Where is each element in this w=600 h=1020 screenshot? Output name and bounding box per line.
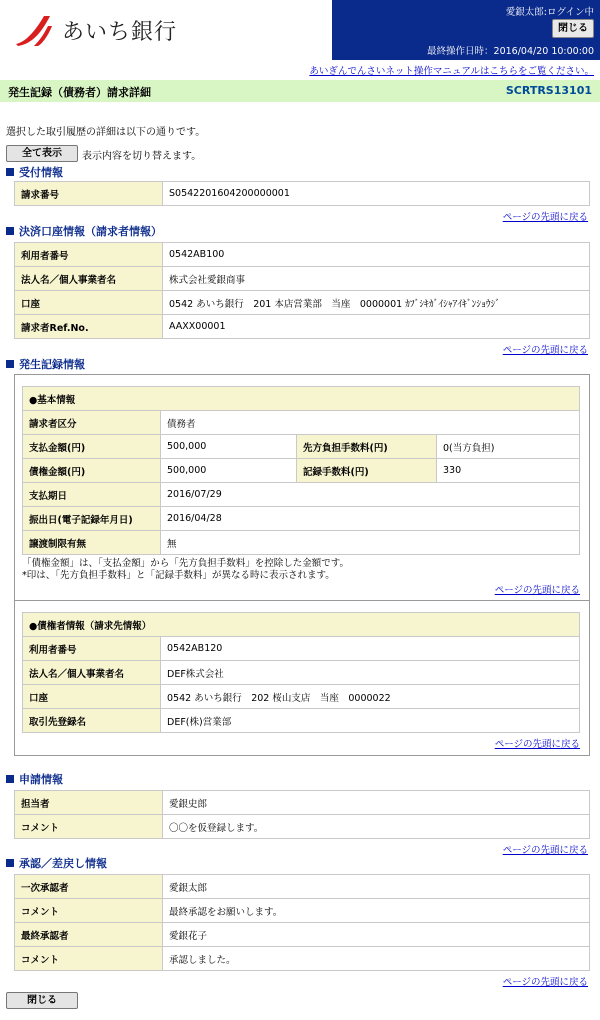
table-row bbox=[23, 685, 580, 709]
bank-logo bbox=[12, 12, 177, 48]
note-asterisk: *印は、「先方負担手数料」と「記録手数料」が異なる時に表示されます。 bbox=[22, 570, 335, 581]
close-bottom-button[interactable]: 閉じる bbox=[6, 992, 78, 1009]
row-label: 最終承認者 bbox=[15, 923, 163, 947]
bank-name: あいち銀行 bbox=[62, 19, 178, 45]
row-label: 利用者番号 bbox=[15, 243, 163, 267]
table-row bbox=[15, 923, 590, 947]
table-row bbox=[23, 411, 580, 435]
table-row bbox=[23, 613, 580, 637]
table-row bbox=[23, 459, 580, 483]
section-title: 発生記録情報 bbox=[19, 358, 85, 371]
row-value: 0542 あいち銀行 202 桜山支店 当座 0000022 bbox=[161, 685, 580, 709]
settlement-table bbox=[14, 242, 590, 339]
reception-table bbox=[14, 181, 590, 206]
row-label: 請求者Ref.No. bbox=[15, 315, 163, 339]
page-title-bar bbox=[0, 80, 600, 102]
row-label: 一次承認者 bbox=[15, 875, 163, 899]
section-approval bbox=[6, 855, 107, 871]
row-label: 譲渡制限有無 bbox=[23, 531, 161, 555]
header-user-panel bbox=[332, 0, 600, 60]
row-value: AAXX00001 bbox=[163, 315, 590, 339]
table-row bbox=[15, 267, 590, 291]
section-settlement bbox=[6, 223, 162, 239]
table-row bbox=[15, 291, 590, 315]
row-value: 0542AB120 bbox=[161, 637, 580, 661]
login-status: 愛銀太郎:ログイン中 bbox=[505, 7, 594, 18]
manual-link[interactable]: あいぎんでんさいネット操作マニュアルはこちらをご覧ください。 bbox=[309, 66, 594, 77]
to-top-link[interactable]: ページの先頭に戻る bbox=[494, 585, 580, 596]
row-value: 0(当方負担) bbox=[437, 435, 580, 459]
table-row bbox=[15, 815, 590, 839]
section-bullet-icon bbox=[6, 168, 14, 176]
row-label: 請求者区分 bbox=[23, 411, 161, 435]
section-bullet-icon bbox=[6, 775, 14, 783]
section-bullet-icon bbox=[6, 227, 14, 235]
row-value: 2016/07/29 bbox=[161, 483, 580, 507]
to-top-link[interactable]: ページの先頭に戻る bbox=[502, 212, 588, 223]
note-claim-amount: 「債権金額」は、「支払金額」から「先方負担手数料」を控除した金額です。 bbox=[22, 558, 349, 569]
section-bullet-icon bbox=[6, 360, 14, 368]
row-label: 支払期日 bbox=[23, 483, 161, 507]
to-top-link[interactable]: ページの先頭に戻る bbox=[502, 845, 588, 856]
table-row bbox=[15, 182, 590, 206]
section-record bbox=[6, 356, 85, 372]
basic-info-header: ●基本情報 bbox=[23, 387, 580, 411]
row-label: 法人名／個人事業者名 bbox=[15, 267, 163, 291]
creditor-info-header: ●債権者情報（請求先情報） bbox=[23, 613, 580, 637]
table-row bbox=[23, 483, 580, 507]
table-row bbox=[15, 243, 590, 267]
row-label: コメント bbox=[15, 899, 163, 923]
row-label: コメント bbox=[15, 815, 163, 839]
section-bullet-icon bbox=[6, 859, 14, 867]
row-value: DEF株式会社 bbox=[161, 661, 580, 685]
section-title: 受付情報 bbox=[19, 166, 63, 179]
approval-table bbox=[14, 874, 590, 971]
row-label: 取引先登録名 bbox=[23, 709, 161, 733]
panel-divider bbox=[14, 600, 590, 601]
row-value: S0542201604200000001 bbox=[163, 182, 590, 206]
page-title: 発生記録（債務者）請求詳細 bbox=[8, 86, 151, 99]
row-label: 記録手数料(円) bbox=[297, 459, 437, 483]
to-top-link[interactable]: ページの先頭に戻る bbox=[502, 977, 588, 988]
row-label: 担当者 bbox=[15, 791, 163, 815]
table-row bbox=[23, 435, 580, 459]
table-row bbox=[15, 791, 590, 815]
row-label: 振出日(電子記録年月日) bbox=[23, 507, 161, 531]
row-value: 最終承認をお願いします。 bbox=[163, 899, 590, 923]
to-top-link[interactable]: ページの先頭に戻る bbox=[494, 739, 580, 750]
intro-text: 選択した取引履歴の詳細は以下の通りです。 bbox=[6, 127, 206, 138]
row-value: 愛銀太郎 bbox=[163, 875, 590, 899]
show-all-button[interactable]: 全て表示 bbox=[6, 145, 78, 162]
section-title: 決済口座情報（請求者情報） bbox=[19, 225, 162, 238]
row-value: DEF(株)営業部 bbox=[161, 709, 580, 733]
switch-text: 表示内容を切り替えます。 bbox=[82, 151, 202, 162]
row-label: 債権金額(円) bbox=[23, 459, 161, 483]
row-label: 先方負担手数料(円) bbox=[297, 435, 437, 459]
application-table bbox=[14, 790, 590, 839]
table-row bbox=[15, 947, 590, 971]
row-value: 330 bbox=[437, 459, 580, 483]
row-value: 無 bbox=[161, 531, 580, 555]
row-label: 請求番号 bbox=[15, 182, 163, 206]
section-title: 承認／差戻し情報 bbox=[19, 857, 107, 870]
table-row bbox=[23, 387, 580, 411]
section-title: 申請情報 bbox=[19, 773, 63, 786]
row-label: 法人名／個人事業者名 bbox=[23, 661, 161, 685]
basic-info-table bbox=[22, 386, 580, 555]
table-row bbox=[23, 709, 580, 733]
table-row bbox=[23, 661, 580, 685]
row-label: 支払金額(円) bbox=[23, 435, 161, 459]
row-value: 株式会社愛銀商事 bbox=[163, 267, 590, 291]
table-row bbox=[15, 899, 590, 923]
row-label: コメント bbox=[15, 947, 163, 971]
row-value: 承認しました。 bbox=[163, 947, 590, 971]
table-row bbox=[23, 531, 580, 555]
row-value: 0542AB100 bbox=[163, 243, 590, 267]
table-row bbox=[23, 637, 580, 661]
to-top-link[interactable]: ページの先頭に戻る bbox=[502, 345, 588, 356]
table-row bbox=[15, 315, 590, 339]
row-value: 500,000 bbox=[161, 459, 297, 483]
section-application bbox=[6, 771, 63, 787]
table-row bbox=[23, 507, 580, 531]
row-value: 2016/04/28 bbox=[161, 507, 580, 531]
row-label: 口座 bbox=[15, 291, 163, 315]
table-row bbox=[15, 875, 590, 899]
row-value: 愛銀史郎 bbox=[163, 791, 590, 815]
bank-logo-icon bbox=[12, 12, 56, 48]
row-value: 500,000 bbox=[161, 435, 297, 459]
screen-code: SCRTRS13101 bbox=[505, 84, 592, 97]
row-value: 債務者 bbox=[161, 411, 580, 435]
last-operation-time: 最終操作日時：2016/04/20 10:00:00 bbox=[427, 46, 594, 57]
row-value: 〇〇を仮登録します。 bbox=[163, 815, 590, 839]
creditor-info-table bbox=[22, 612, 580, 733]
row-value: 0542 あいち銀行 201 本店営業部 当座 0000001 ｶﾌﾞｼｷｶﾞｲｼｬｱｲｷﾞﾝｼｮｳｼﾞ bbox=[163, 291, 590, 315]
row-label: 口座 bbox=[23, 685, 161, 709]
close-button[interactable]: 閉じる bbox=[552, 19, 594, 38]
row-label: 利用者番号 bbox=[23, 637, 161, 661]
section-reception bbox=[6, 164, 63, 180]
row-value: 愛銀花子 bbox=[163, 923, 590, 947]
